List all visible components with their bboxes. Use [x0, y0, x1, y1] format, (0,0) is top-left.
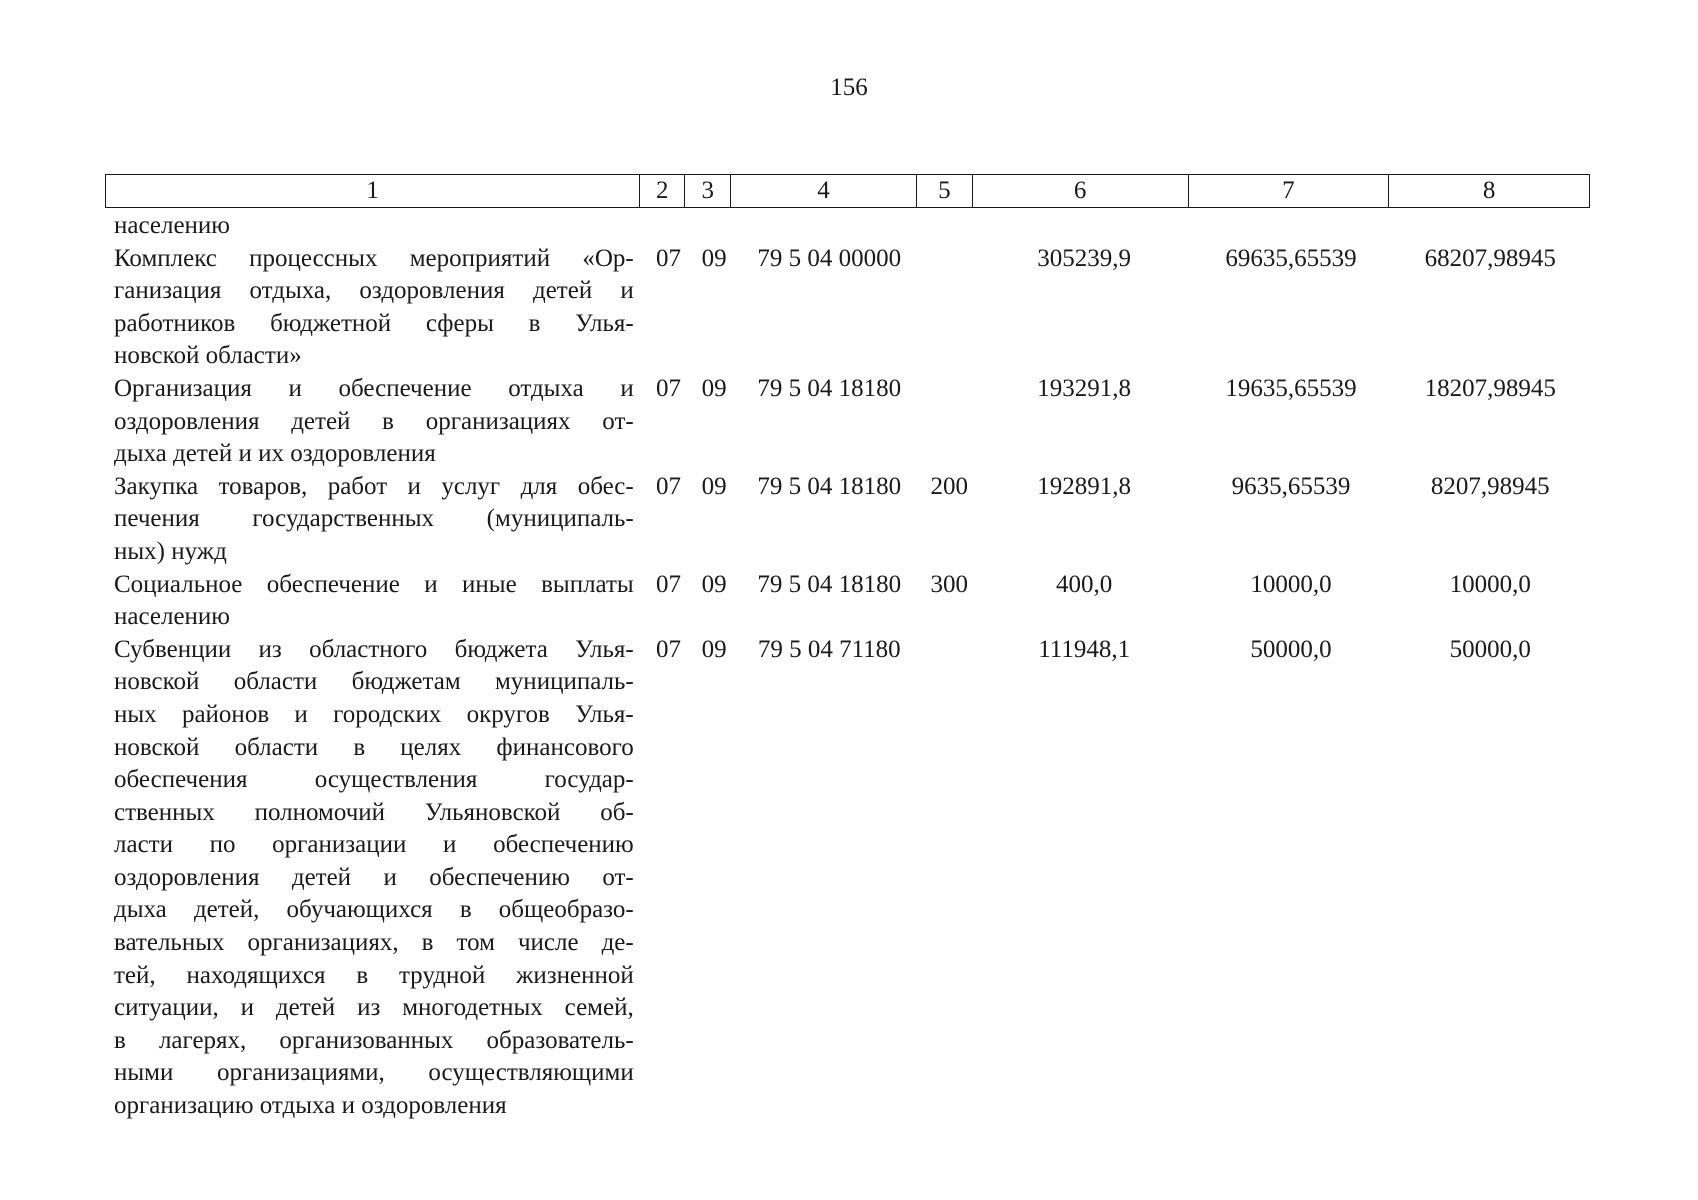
row-name-line: вательных организациях, в том числе де-	[114, 929, 634, 957]
row-name-line: в лагерях, организованных образователь-	[114, 1026, 634, 1054]
cell-col-8: 10000,0	[1449, 570, 1531, 598]
row-name-line: организацию отдыха и оздоровления	[114, 1092, 507, 1120]
table-header	[105, 174, 1590, 208]
cell-col-6: 305239,9	[1037, 244, 1132, 272]
row-name-line: ганизация отдыха, оздоровления детей и	[114, 277, 634, 305]
cell-col-3: 09	[701, 635, 727, 663]
cell-col-2: 07	[656, 472, 682, 500]
cell-col-6: 111948,1	[1038, 635, 1131, 663]
row-name-line: населению	[114, 212, 230, 239]
cell-col-3: 09	[701, 244, 727, 272]
cell-col-5	[921, 243, 977, 373]
row-name-line: ласти по организации и обеспечению	[114, 831, 634, 859]
cell-col-8: 8207,98945	[1430, 472, 1550, 500]
row-name-line: оздоровления детей в организациях от-	[114, 407, 634, 435]
cell-col-6: 192891,8	[1037, 472, 1132, 500]
cell-col-2: 07	[656, 374, 682, 402]
row-name-line: ных районов и городских округов Улья-	[114, 700, 634, 728]
cell-col-7: 10000,0	[1250, 570, 1332, 598]
cell-col-7: 19635,65539	[1225, 374, 1357, 402]
row-name	[105, 569, 634, 634]
row-name	[105, 243, 634, 373]
cell-col-7: 9635,65539	[1231, 472, 1351, 500]
row-name	[105, 210, 634, 243]
row-name	[105, 634, 634, 1123]
row-name-line: работников бюджетной сферы в Улья-	[114, 309, 634, 337]
page-number: 156	[830, 74, 868, 101]
row-name-line: ственных полномочий Ульяновской об-	[114, 798, 634, 826]
cell-col-4: 79 5 04 18180	[757, 570, 902, 598]
cell-col-4: 79 5 04 18180	[757, 374, 902, 402]
cell-col-7: 69635,65539	[1225, 244, 1357, 272]
cell-col-5: 200	[930, 472, 968, 500]
row-name-line: дыха детей, обучающихся в общеобразо-	[114, 896, 634, 924]
header-col-6: 6	[972, 175, 1188, 207]
table-row	[105, 471, 1590, 569]
header-col-8: 8	[1388, 175, 1589, 207]
cell-col-3	[691, 210, 737, 243]
header-col-4: 4	[730, 175, 916, 207]
row-name-line: новской области в целях финансового	[114, 733, 634, 761]
cell-col-4: 79 5 04 00000	[757, 244, 902, 272]
table-row	[105, 210, 1590, 243]
cell-col-4: 79 5 04 18180	[757, 472, 902, 500]
row-name-line: населению	[114, 603, 230, 631]
table-row	[105, 373, 1590, 471]
cell-col-3: 09	[701, 472, 727, 500]
header-col-2: 2	[639, 175, 684, 207]
row-name-line: Организация и обеспечение отдыха и	[114, 374, 634, 402]
header-col-1: 1	[366, 177, 379, 204]
cell-col-8: 18207,98945	[1424, 374, 1556, 402]
row-name-line: ситуации, и детей из многодетных семей,	[114, 994, 634, 1022]
table-row	[105, 569, 1590, 634]
row-name	[105, 471, 634, 569]
header-col-7: 7	[1188, 175, 1389, 207]
table-row	[105, 243, 1590, 373]
table-body	[105, 210, 1590, 1123]
cell-col-6: 193291,8	[1037, 374, 1132, 402]
cell-col-5	[921, 210, 977, 243]
row-name-line: ными организациями, осуществляющими	[114, 1059, 634, 1087]
cell-col-4	[737, 210, 921, 243]
cell-col-8	[1391, 210, 1590, 243]
row-name-line: Социальное обеспечение и иные выплаты	[114, 570, 634, 598]
cell-col-6: 400,0	[1056, 570, 1113, 598]
cell-col-3: 09	[701, 570, 727, 598]
row-name-line: обеспечения осуществления государ-	[114, 766, 634, 794]
cell-col-7: 50000,0	[1250, 635, 1332, 663]
cell-col-8: 68207,98945	[1424, 244, 1556, 272]
row-name-line: Комплекс процессных мероприятий «Ор-	[114, 244, 634, 272]
row-name-line: тей, находящихся в трудной жизненной	[114, 961, 634, 989]
header-col-3: 3	[684, 175, 730, 207]
cell-col-8: 50000,0	[1449, 635, 1531, 663]
row-name-line: ных) нужд	[114, 537, 227, 565]
cell-col-4: 79 5 04 71180	[757, 635, 901, 663]
cell-col-3: 09	[701, 374, 727, 402]
cell-col-5	[921, 373, 977, 471]
table-row	[105, 634, 1590, 1123]
cell-col-2: 07	[656, 570, 682, 598]
row-name-line: печения государственных (муниципаль-	[114, 505, 634, 533]
row-name-line: новской области бюджетам муниципаль-	[114, 668, 634, 696]
cell-col-2: 07	[656, 635, 682, 663]
header-col-5: 5	[916, 175, 972, 207]
row-name-line: Субвенции из областного бюджета Улья-	[114, 635, 634, 663]
cell-col-5	[921, 634, 977, 1123]
cell-col-7	[1191, 210, 1390, 243]
row-name-line: оздоровления детей и обеспечению от-	[114, 863, 634, 891]
cell-col-6	[977, 210, 1191, 243]
row-name	[105, 373, 634, 471]
row-name-line: Закупка товаров, работ и услуг для обес-	[114, 472, 634, 500]
cell-col-2	[646, 210, 692, 243]
row-name-line: дыха детей и их оздоровления	[114, 440, 436, 468]
cell-col-2: 07	[656, 244, 682, 272]
row-name-line: новской области»	[114, 342, 302, 370]
cell-col-5: 300	[930, 570, 968, 598]
